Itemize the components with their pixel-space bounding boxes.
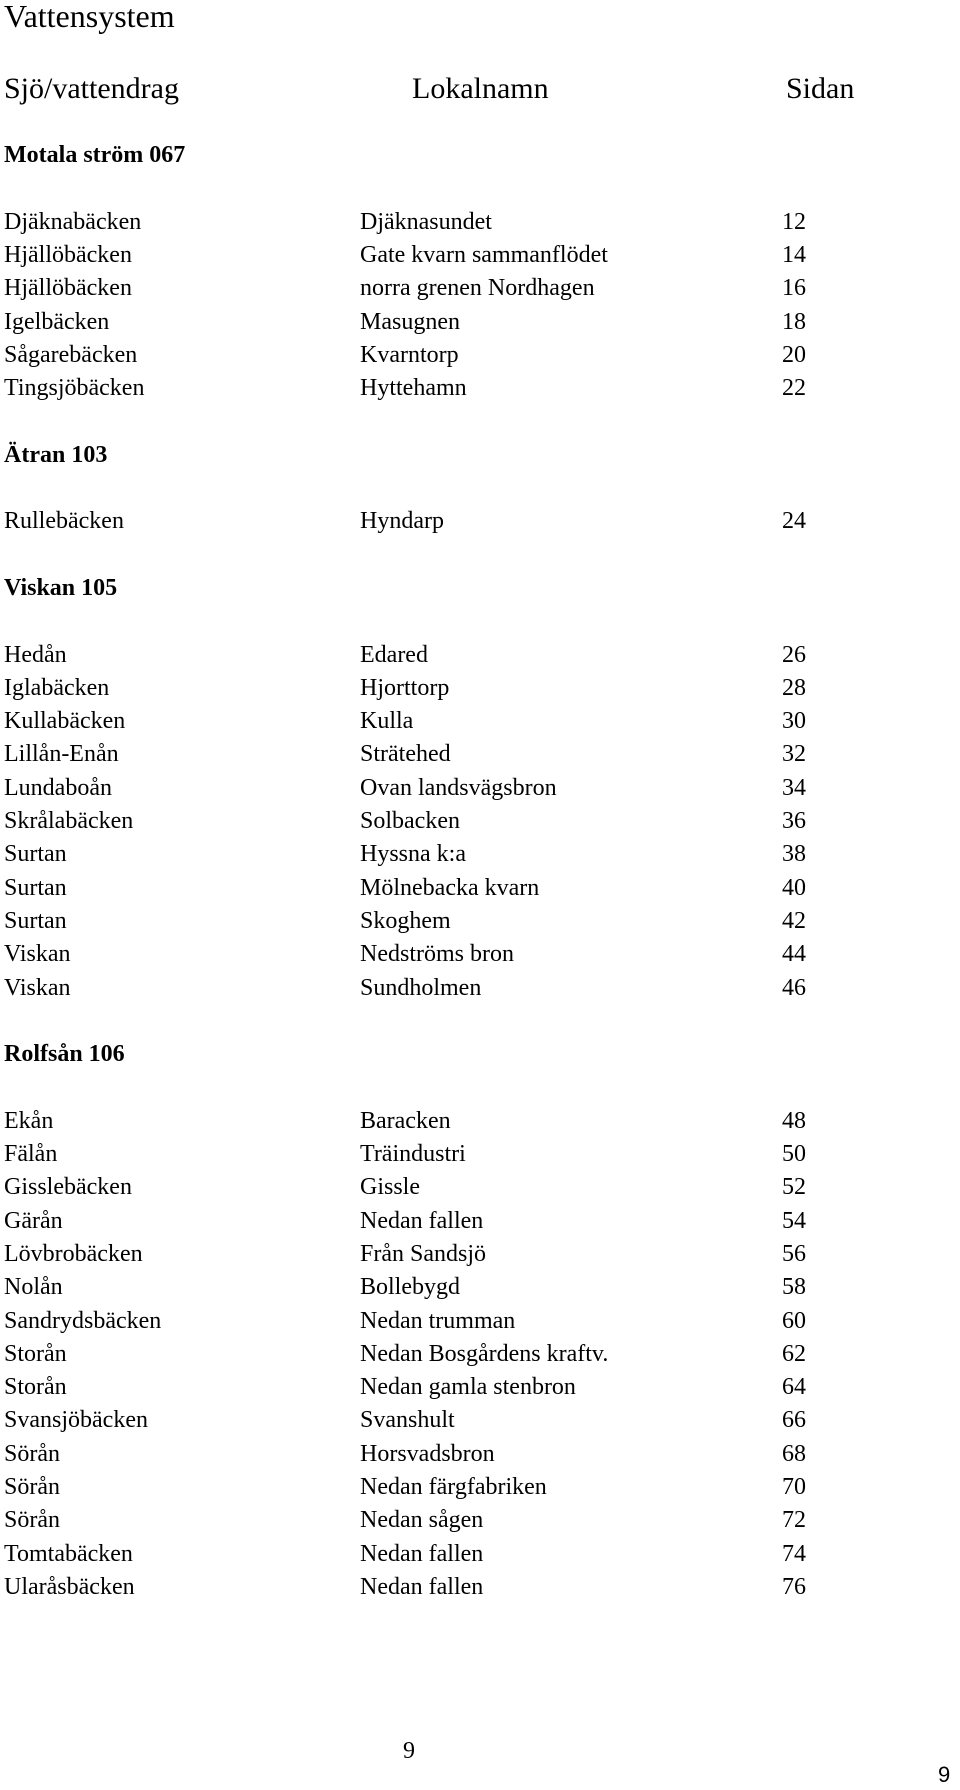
table-row bbox=[0, 1339, 960, 1372]
row-lake-name: Igelbäcken bbox=[4, 308, 110, 335]
row-lake-name: Viskan bbox=[4, 941, 71, 968]
row-local-name: Djäknasundet bbox=[360, 208, 492, 235]
table-row bbox=[0, 673, 960, 706]
row-local-name: Bollebygd bbox=[360, 1274, 460, 1301]
row-page-number: 64 bbox=[782, 1374, 806, 1401]
header-local-name: Lokalnamn bbox=[412, 72, 549, 105]
row-lake-name: Rullebäcken bbox=[4, 508, 124, 535]
row-page-number: 14 bbox=[782, 241, 806, 268]
row-lake-name: Kullabäcken bbox=[4, 708, 126, 735]
row-local-name: Nedströms bron bbox=[360, 941, 514, 968]
row-local-name: Hjorttorp bbox=[360, 674, 450, 701]
row-lake-name: Fälån bbox=[4, 1141, 58, 1167]
row-page-number: 36 bbox=[782, 808, 806, 834]
row-lake-name: Surtan bbox=[4, 841, 67, 868]
table-row bbox=[0, 1172, 960, 1205]
row-local-name: Nedan trumman bbox=[360, 1307, 516, 1334]
table-row bbox=[0, 1206, 960, 1239]
row-local-name: Baracken bbox=[360, 1107, 451, 1134]
table-row bbox=[0, 1306, 960, 1339]
header-page: Sidan bbox=[786, 72, 855, 105]
row-lake-name: Viskan bbox=[4, 974, 71, 1001]
row-local-name: Solbacken bbox=[360, 808, 460, 834]
table-row bbox=[0, 973, 960, 1006]
row-lake-name: Sörån bbox=[4, 1440, 60, 1467]
table-row bbox=[0, 640, 960, 673]
table-row bbox=[0, 340, 960, 373]
section-title: Ätran 103 bbox=[4, 441, 108, 468]
row-page-number: 26 bbox=[782, 641, 806, 668]
row-lake-name: Svansjöbäcken bbox=[4, 1407, 148, 1434]
row-page-number: 22 bbox=[782, 375, 806, 402]
row-page-number: 32 bbox=[782, 741, 806, 768]
row-local-name: Mölnebacka kvarn bbox=[360, 874, 540, 901]
row-page-number: 24 bbox=[782, 508, 806, 535]
row-page-number: 44 bbox=[782, 941, 806, 968]
row-local-name: Edared bbox=[360, 641, 428, 668]
table-row bbox=[0, 1472, 960, 1505]
document-title: Vattensystem bbox=[4, 0, 175, 34]
row-lake-name: Lillån-Enån bbox=[4, 741, 119, 768]
row-local-name: Nedan färgfabriken bbox=[360, 1474, 547, 1500]
table-row bbox=[0, 273, 960, 306]
row-local-name: Gissle bbox=[360, 1174, 420, 1201]
row-page-number: 72 bbox=[782, 1507, 806, 1534]
row-local-name: Nedan Bosgårdens kraftv. bbox=[360, 1340, 609, 1367]
row-local-name: Hyssna k:a bbox=[360, 841, 466, 868]
row-lake-name: Sörån bbox=[4, 1507, 60, 1534]
row-page-number: 54 bbox=[782, 1207, 806, 1234]
row-local-name: Ovan landsvägsbron bbox=[360, 774, 557, 801]
table-row bbox=[0, 1372, 960, 1405]
row-lake-name: Tingsjöbäcken bbox=[4, 375, 145, 402]
row-lake-name: Hedån bbox=[4, 641, 67, 668]
row-page-number: 42 bbox=[782, 907, 806, 934]
row-page-number: 40 bbox=[782, 874, 806, 901]
row-page-number: 56 bbox=[782, 1240, 806, 1267]
row-lake-name: Nolån bbox=[4, 1274, 63, 1301]
table-row bbox=[0, 773, 960, 806]
row-page-number: 66 bbox=[782, 1407, 806, 1434]
row-lake-name: Surtan bbox=[4, 907, 67, 934]
row-lake-name: Sörån bbox=[4, 1474, 60, 1500]
row-page-number: 50 bbox=[782, 1141, 806, 1167]
table-row bbox=[0, 1572, 960, 1605]
row-page-number: 18 bbox=[782, 308, 806, 335]
table-row bbox=[0, 240, 960, 273]
row-lake-name: Tomtabäcken bbox=[4, 1540, 133, 1567]
table-row bbox=[0, 307, 960, 340]
table-row bbox=[0, 1106, 960, 1139]
table-row bbox=[0, 207, 960, 240]
row-lake-name: Sågarebäcken bbox=[4, 341, 138, 368]
table-row bbox=[0, 873, 960, 906]
row-page-number: 76 bbox=[782, 1573, 806, 1600]
row-local-name: Träindustri bbox=[360, 1141, 466, 1167]
row-local-name: Nedan fallen bbox=[360, 1573, 484, 1600]
row-lake-name: Gärån bbox=[4, 1207, 63, 1234]
row-page-number: 58 bbox=[782, 1274, 806, 1301]
row-lake-name: Gisslebäcken bbox=[4, 1174, 132, 1201]
table-row bbox=[0, 939, 960, 972]
row-lake-name: Iglabäcken bbox=[4, 674, 110, 701]
table-row bbox=[0, 806, 960, 839]
row-page-number: 70 bbox=[782, 1474, 806, 1500]
column-headers bbox=[0, 72, 960, 108]
table-row bbox=[0, 1139, 960, 1172]
row-local-name: Horsvadsbron bbox=[360, 1440, 495, 1467]
row-page-number: 68 bbox=[782, 1440, 806, 1467]
row-local-name: Nedan gamla stenbron bbox=[360, 1374, 576, 1401]
row-local-name: Från Sandsjö bbox=[360, 1240, 486, 1267]
table-row bbox=[0, 839, 960, 872]
row-lake-name: Skrålabäcken bbox=[4, 808, 134, 834]
row-page-number: 60 bbox=[782, 1307, 806, 1334]
row-lake-name: Lövbrobäcken bbox=[4, 1240, 143, 1267]
table-row bbox=[0, 1539, 960, 1572]
section-title: Motala ström 067 bbox=[4, 142, 186, 168]
row-local-name: Svanshult bbox=[360, 1407, 455, 1434]
row-page-number: 30 bbox=[782, 708, 806, 735]
row-local-name: Kvarntorp bbox=[360, 341, 459, 368]
row-page-number: 52 bbox=[782, 1174, 806, 1201]
table-row bbox=[0, 1505, 960, 1538]
row-page-number: 20 bbox=[782, 341, 806, 368]
row-lake-name: Lundaboån bbox=[4, 774, 112, 801]
row-lake-name: Surtan bbox=[4, 874, 67, 901]
table-row bbox=[0, 1439, 960, 1472]
footer-page-number: 9 bbox=[403, 1738, 415, 1764]
table-row bbox=[0, 706, 960, 739]
header-lake: Sjö/vattendrag bbox=[4, 72, 179, 105]
table-row bbox=[0, 906, 960, 939]
row-lake-name: Storån bbox=[4, 1340, 67, 1367]
corner-page-number: 9 bbox=[938, 1762, 951, 1787]
table-row bbox=[0, 506, 960, 539]
row-lake-name: Hjällöbäcken bbox=[4, 275, 132, 302]
row-local-name: Sundholmen bbox=[360, 974, 482, 1001]
row-local-name: Kulla bbox=[360, 708, 414, 735]
table-row bbox=[0, 1239, 960, 1272]
row-lake-name: Ularåsbäcken bbox=[4, 1573, 135, 1600]
row-lake-name: Ekån bbox=[4, 1107, 54, 1134]
row-page-number: 48 bbox=[782, 1107, 806, 1134]
table-row bbox=[0, 1405, 960, 1438]
row-page-number: 12 bbox=[782, 208, 806, 235]
row-local-name: Gate kvarn sammanflödet bbox=[360, 241, 608, 268]
row-lake-name: Djäknabäcken bbox=[4, 208, 142, 235]
table-row bbox=[0, 739, 960, 772]
row-lake-name: Storån bbox=[4, 1374, 67, 1401]
row-local-name: Masugnen bbox=[360, 308, 460, 335]
row-local-name: Nedan sågen bbox=[360, 1507, 484, 1534]
section-title: Rolfsån 106 bbox=[4, 1041, 125, 1068]
row-local-name: Nedan fallen bbox=[360, 1540, 484, 1567]
row-page-number: 34 bbox=[782, 774, 806, 801]
row-local-name: norra grenen Nordhagen bbox=[360, 275, 595, 302]
row-page-number: 74 bbox=[782, 1540, 806, 1567]
row-lake-name: Hjällöbäcken bbox=[4, 241, 132, 268]
row-local-name: Skoghem bbox=[360, 907, 451, 934]
table-row bbox=[0, 1272, 960, 1305]
row-local-name: Hyndarp bbox=[360, 508, 444, 535]
row-page-number: 16 bbox=[782, 275, 806, 302]
row-local-name: Nedan fallen bbox=[360, 1207, 484, 1234]
row-page-number: 46 bbox=[782, 974, 806, 1001]
row-page-number: 28 bbox=[782, 674, 806, 701]
table-row bbox=[0, 373, 960, 406]
section-title: Viskan 105 bbox=[4, 574, 118, 601]
row-local-name: Hyttehamn bbox=[360, 375, 467, 402]
row-local-name: Strätehed bbox=[360, 741, 451, 768]
row-page-number: 38 bbox=[782, 841, 806, 868]
row-lake-name: Sandrydsbäcken bbox=[4, 1307, 162, 1334]
row-page-number: 62 bbox=[782, 1340, 806, 1367]
